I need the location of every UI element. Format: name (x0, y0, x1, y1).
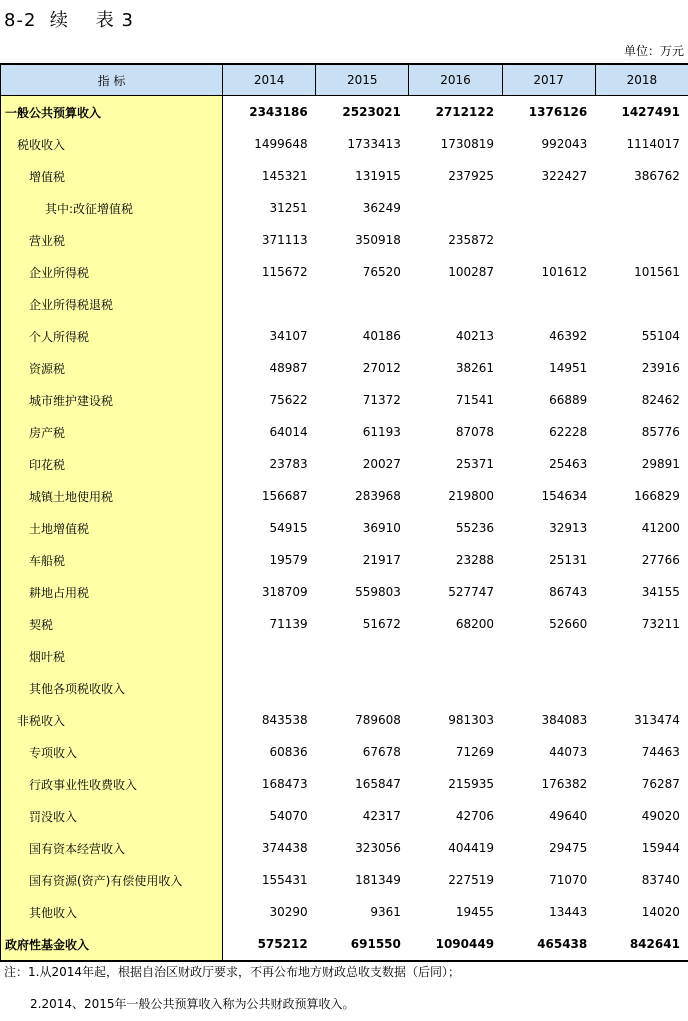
unit-label: 单位：万元 (623, 44, 684, 58)
value-cell-2018 (595, 640, 688, 672)
value-cell-2014: 318709 (261, 585, 308, 599)
value-cell-2014: 374438 (261, 841, 308, 855)
value-cell-2015: 2523021 (342, 105, 401, 119)
value-cell-2015: 42317 (362, 809, 401, 823)
value-cell-2014 (223, 672, 316, 704)
table-row (1, 704, 688, 736)
value-cell-2015: 691550 (316, 928, 409, 961)
value-cell-2014: 19579 (269, 553, 308, 567)
row-label: 城镇土地使用税 (1, 480, 223, 512)
table-row (1, 640, 688, 672)
value-cell-2017: 101612 (541, 265, 588, 279)
value-cell-2016: 25371 (455, 457, 495, 471)
value-cell-2016: 55236 (455, 521, 495, 535)
value-cell-2015: 76520 (362, 265, 401, 279)
row-label: 罚没收入 (1, 800, 223, 832)
table-row (1, 544, 688, 576)
table-title: 8-2 续 表 3 (4, 10, 134, 31)
header-indicator: 指 标 (1, 64, 223, 96)
value-cell-2017: 71070 (549, 873, 588, 887)
value-cell-2014: 145321 (261, 169, 308, 183)
row-label: 资源税 (1, 352, 223, 384)
value-cell-2015: 559803 (355, 585, 401, 599)
value-cell-2017: 66889 (549, 393, 588, 407)
row-label: 耕地占用税 (1, 576, 223, 608)
value-cell-2016: 68200 (455, 617, 495, 631)
value-cell-2017: 322427 (541, 169, 588, 183)
value-cell-2016: 227519 (448, 873, 495, 887)
value-cell-2018: 76287 (595, 768, 688, 800)
value-cell-2016: 981303 (448, 713, 495, 727)
value-cell-2016: 237925 (448, 169, 495, 183)
row-label: 税收收入 (1, 128, 223, 160)
value-cell-2017: 14951 (549, 361, 588, 375)
value-cell-2017: 49640 (549, 809, 588, 823)
value-cell-2014: 156687 (261, 489, 308, 503)
value-cell-2018: 1114017 (595, 128, 688, 160)
table-row (1, 864, 688, 896)
value-cell-2014: 71139 (269, 617, 308, 631)
table-row (1, 832, 688, 864)
value-cell-2014: 115672 (261, 265, 308, 279)
value-cell-2017 (502, 192, 595, 224)
row-label: 城市维护建设税 (1, 384, 223, 416)
value-cell-2017: 384083 (541, 713, 588, 727)
value-cell-2016: 527747 (448, 585, 495, 599)
value-cell-2016: 71541 (455, 393, 495, 407)
row-label: 其中:改征增值税 (1, 192, 223, 224)
value-cell-2016: 71269 (455, 745, 495, 759)
value-cell-2015: 350918 (355, 233, 401, 247)
header-year-2015: 2015 (316, 64, 409, 96)
row-label: 营业税 (1, 224, 223, 256)
value-cell-2018 (595, 192, 688, 224)
value-cell-2015: 9361 (370, 905, 401, 919)
value-cell-2016: 19455 (455, 905, 495, 919)
value-cell-2018: 73211 (595, 608, 688, 640)
value-cell-2018: 1427491 (595, 96, 688, 129)
value-cell-2018: 41200 (595, 512, 688, 544)
row-label: 印花税 (1, 448, 223, 480)
value-cell-2015: 283968 (355, 489, 401, 503)
table-row (1, 448, 688, 480)
value-cell-2016: 215935 (448, 777, 495, 791)
value-cell-2016: 219800 (448, 489, 495, 503)
header-year-2016: 2016 (409, 64, 502, 96)
table-row (1, 128, 688, 160)
row-label: 土地增值税 (1, 512, 223, 544)
table-row (1, 928, 688, 961)
table-row (1, 160, 688, 192)
note-1: 注：1.从2014年起，根据自治区财政厅要求，不再公布地方财政总收支数据（后同）； (4, 965, 460, 979)
table-row (1, 288, 688, 320)
value-cell-2015: 20027 (362, 457, 401, 471)
table-row (1, 768, 688, 800)
table-row (1, 736, 688, 768)
value-cell-2015: 36910 (362, 521, 401, 535)
value-cell-2014: 155431 (261, 873, 308, 887)
value-cell-2018: 55104 (595, 320, 688, 352)
value-cell-2014: 2343186 (249, 105, 308, 119)
header-year-2014: 2014 (223, 64, 316, 96)
value-cell-2016 (409, 192, 502, 224)
row-label: 烟叶税 (1, 640, 223, 672)
value-cell-2014: 34107 (269, 329, 308, 343)
value-cell-2015: 165847 (355, 777, 401, 791)
table-row (1, 608, 688, 640)
value-cell-2016: 235872 (448, 233, 495, 247)
table-row (1, 224, 688, 256)
value-cell-2015: 181349 (355, 873, 401, 887)
value-cell-2018: 166829 (595, 480, 688, 512)
value-cell-2017: 13443 (549, 905, 588, 919)
value-cell-2017: 1376126 (528, 105, 588, 119)
value-cell-2015: 51672 (362, 617, 401, 631)
row-label: 国有资本经营收入 (1, 832, 223, 864)
value-cell-2018: 82462 (595, 384, 688, 416)
table-row (1, 896, 688, 928)
value-cell-2017: 25463 (549, 457, 588, 471)
value-cell-2017: 86743 (549, 585, 588, 599)
statistics-table (0, 63, 688, 962)
row-label: 契税 (1, 608, 223, 640)
value-cell-2017: 44073 (549, 745, 588, 759)
table-row (1, 576, 688, 608)
header-row (1, 64, 688, 96)
value-cell-2018: 29891 (595, 448, 688, 480)
row-label: 企业所得税退税 (1, 288, 223, 320)
value-cell-2017: 992043 (541, 137, 588, 151)
table-row (1, 256, 688, 288)
value-cell-2016: 23288 (455, 553, 495, 567)
value-cell-2016: 1730819 (440, 137, 495, 151)
value-cell-2014: 64014 (269, 425, 308, 439)
value-cell-2014: 54915 (269, 521, 308, 535)
value-cell-2015: 40186 (362, 329, 401, 343)
header-year-2017: 2017 (502, 64, 595, 96)
value-cell-2017: 176382 (541, 777, 588, 791)
value-cell-2015 (316, 640, 409, 672)
value-cell-2014: 30290 (269, 905, 308, 919)
value-cell-2016: 87078 (455, 425, 495, 439)
row-label: 其他收入 (1, 896, 223, 928)
value-cell-2016 (409, 288, 502, 320)
value-cell-2018: 74463 (595, 736, 688, 768)
value-cell-2014: 575212 (223, 928, 316, 961)
value-cell-2018 (595, 224, 688, 256)
value-cell-2018 (595, 288, 688, 320)
value-cell-2016 (409, 640, 502, 672)
value-cell-2017: 154634 (541, 489, 588, 503)
value-cell-2014: 60836 (269, 745, 308, 759)
table-row (1, 320, 688, 352)
value-cell-2015: 789608 (355, 713, 401, 727)
value-cell-2018: 34155 (595, 576, 688, 608)
value-cell-2017: 52660 (549, 617, 588, 631)
value-cell-2014: 75622 (269, 393, 308, 407)
value-cell-2014: 371113 (261, 233, 308, 247)
value-cell-2016: 38261 (455, 361, 495, 375)
value-cell-2018: 842641 (595, 928, 688, 961)
value-cell-2014: 31251 (269, 201, 308, 215)
value-cell-2015: 27012 (362, 361, 401, 375)
value-cell-2018: 386762 (595, 160, 688, 192)
value-cell-2014: 48987 (269, 361, 308, 375)
value-cell-2014: 54070 (269, 809, 308, 823)
row-label: 车船税 (1, 544, 223, 576)
value-cell-2015: 1733413 (347, 137, 401, 151)
value-cell-2014: 1499648 (254, 137, 308, 151)
table-row (1, 192, 688, 224)
row-label: 非税收入 (1, 704, 223, 736)
value-cell-2014 (223, 640, 316, 672)
value-cell-2015: 131915 (355, 169, 401, 183)
value-cell-2015 (316, 672, 409, 704)
row-label: 政府性基金收入 (1, 928, 223, 961)
value-cell-2016 (409, 672, 502, 704)
value-cell-2018: 23916 (595, 352, 688, 384)
value-cell-2014 (223, 288, 316, 320)
row-label: 企业所得税 (1, 256, 223, 288)
row-label: 专项收入 (1, 736, 223, 768)
table-row (1, 800, 688, 832)
value-cell-2016: 40213 (455, 329, 495, 343)
value-cell-2015: 71372 (362, 393, 401, 407)
value-cell-2015: 323056 (355, 841, 401, 855)
value-cell-2016: 42706 (455, 809, 495, 823)
value-cell-2018: 49020 (595, 800, 688, 832)
value-cell-2018: 83740 (595, 864, 688, 896)
row-label: 国有资源(资产)有偿使用收入 (1, 864, 223, 896)
table-row (1, 384, 688, 416)
value-cell-2018: 14020 (595, 896, 688, 928)
value-cell-2017: 465438 (502, 928, 595, 961)
value-cell-2018: 15944 (595, 832, 688, 864)
header-year-2018: 2018 (595, 64, 688, 96)
value-cell-2016: 2712122 (435, 105, 495, 119)
row-label: 房产税 (1, 416, 223, 448)
table-row (1, 672, 688, 704)
value-cell-2018: 101561 (595, 256, 688, 288)
value-cell-2016: 100287 (448, 265, 495, 279)
value-cell-2017 (502, 224, 595, 256)
table-row (1, 96, 688, 129)
value-cell-2017: 62228 (549, 425, 588, 439)
row-label: 个人所得税 (1, 320, 223, 352)
value-cell-2017: 32913 (549, 521, 588, 535)
row-label: 增值税 (1, 160, 223, 192)
row-label: 一般公共预算收入 (1, 96, 223, 129)
value-cell-2015: 36249 (362, 201, 401, 215)
table-row (1, 416, 688, 448)
value-cell-2014: 843538 (261, 713, 308, 727)
value-cell-2015: 21917 (362, 553, 401, 567)
value-cell-2018: 313474 (595, 704, 688, 736)
row-label: 行政事业性收费收入 (1, 768, 223, 800)
note-2: 2.2014、2015年一般公共预算收入称为公共财政预算收入。 (30, 997, 355, 1011)
value-cell-2017 (502, 672, 595, 704)
table-row (1, 512, 688, 544)
value-cell-2016: 404419 (448, 841, 495, 855)
table-row (1, 352, 688, 384)
value-cell-2017 (502, 288, 595, 320)
table-row (1, 480, 688, 512)
value-cell-2018: 27766 (595, 544, 688, 576)
value-cell-2018: 85776 (595, 416, 688, 448)
value-cell-2014: 23783 (269, 457, 308, 471)
value-cell-2015: 61193 (362, 425, 401, 439)
value-cell-2016: 1090449 (409, 928, 502, 961)
value-cell-2017 (502, 640, 595, 672)
value-cell-2018 (595, 672, 688, 704)
value-cell-2015: 67678 (362, 745, 401, 759)
value-cell-2017: 46392 (549, 329, 588, 343)
row-label: 其他各项税收收入 (1, 672, 223, 704)
value-cell-2015 (316, 288, 409, 320)
value-cell-2014: 168473 (261, 777, 308, 791)
value-cell-2017: 25131 (549, 553, 588, 567)
value-cell-2017: 29475 (549, 841, 588, 855)
